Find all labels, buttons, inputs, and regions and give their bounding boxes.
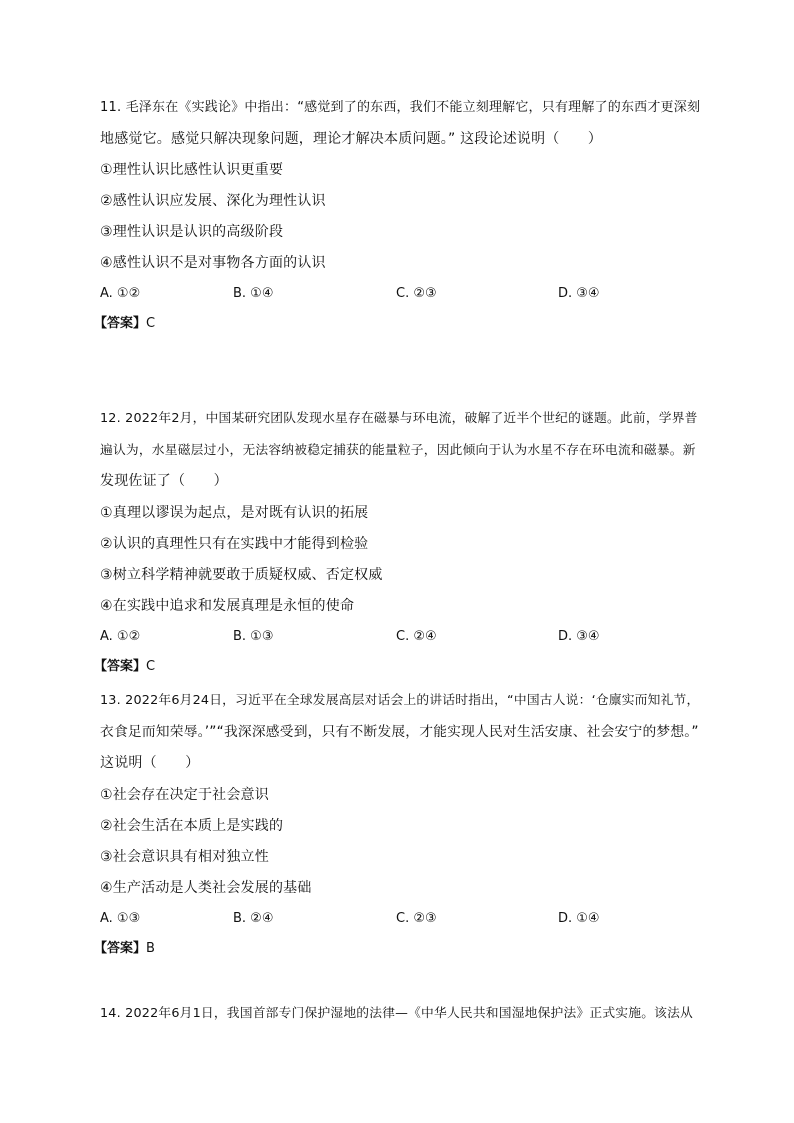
choice-d: D. ①④ bbox=[558, 910, 600, 926]
option-4: ④感性认识不是对事物各方面的认识 bbox=[100, 255, 326, 271]
answer-label: 【答案】 bbox=[94, 658, 147, 674]
option-2: ②社会生活在本质上是实践的 bbox=[100, 817, 284, 834]
question-stem bbox=[100, 403, 700, 498]
option-3: ③社会意识具有相对独立性 bbox=[100, 848, 269, 865]
option-4: ④在实践中追求和发展真理是永恒的使命 bbox=[100, 597, 355, 614]
question-stem bbox=[100, 92, 700, 155]
stem-line: 这说明（ ） bbox=[100, 755, 200, 771]
choice-d: D. ③④ bbox=[558, 286, 600, 301]
answer-value: C bbox=[146, 316, 156, 331]
stem-line: 发现佐证了（ ） bbox=[100, 473, 228, 489]
choice-a: A. ①② bbox=[100, 286, 141, 301]
stem-line: 13. 2022年6月24日，习近平在全球发展高层对话会上的讲话时指出，“中国古人说：‘仓廪实而知礼节， bbox=[100, 693, 700, 708]
choice-c: C. ②③ bbox=[396, 286, 437, 301]
option-1: ①社会存在决定于社会意识 bbox=[100, 786, 269, 803]
answer-line bbox=[94, 309, 700, 339]
question-13 bbox=[94, 685, 700, 964]
option-3: ③树立科学精神就要敢于质疑权威、否定权威 bbox=[100, 566, 383, 583]
answer-label: 【答案】 bbox=[94, 940, 147, 956]
option-4: ④生产活动是人类社会发展的基础 bbox=[100, 879, 312, 896]
option-3: ③理性认识是认识的高级阶段 bbox=[100, 224, 284, 240]
choice-c: C. ②④ bbox=[396, 628, 437, 644]
choice-c: C. ②③ bbox=[396, 910, 437, 926]
option-1: ①真理以谬误为起点，是对既有认识的拓展 bbox=[100, 504, 369, 521]
option-1: ①理性认识比感性认识更重要 bbox=[100, 162, 284, 178]
choice-row bbox=[100, 622, 700, 652]
choice-a: A. ①② bbox=[100, 628, 141, 644]
option-2: ②认识的真理性只有在实践中才能得到检验 bbox=[100, 535, 369, 552]
choice-b: B. ②④ bbox=[233, 910, 274, 926]
question-stem bbox=[100, 998, 700, 1030]
choice-row bbox=[100, 904, 700, 934]
question-11 bbox=[94, 92, 701, 339]
answer-value: C bbox=[146, 658, 156, 674]
question-14 bbox=[100, 998, 700, 1030]
choice-b: B. ①④ bbox=[233, 286, 274, 301]
answer-label: 【答案】 bbox=[94, 316, 147, 331]
answer-line bbox=[94, 934, 700, 964]
stem-line: 12. 2022年2月，中国某研究团队发现水星存在磁暴与环电流，破解了近半个世纪的谜题。此前，学界普 bbox=[100, 411, 698, 426]
stem-line: 地感觉它。感觉只解决现象问题，理论才解决本质问题。” 这段论述说明（ ） bbox=[100, 130, 603, 147]
answer-value: B bbox=[146, 940, 155, 956]
question-12 bbox=[94, 403, 700, 682]
answer-line bbox=[94, 652, 700, 682]
stem-line: 衣食足而知荣辱。’”“我深深感受到，只有不断发展，才能实现人民对生活安康、社会安宁的梦想。” bbox=[100, 723, 699, 740]
option-2: ②感性认识应发展、深化为理性认识 bbox=[100, 193, 326, 209]
choice-row bbox=[100, 279, 700, 309]
question-stem bbox=[100, 685, 700, 780]
choice-a: A. ①③ bbox=[100, 910, 141, 926]
choice-d: D. ③④ bbox=[558, 628, 600, 644]
stem-line: 14. 2022年6月1日，我国首部专门保护湿地的法律—《中华人民共和国湿地保护法》正式实施。该法从 bbox=[100, 1006, 693, 1021]
stem-line: 11. 毛泽东在《实践论》中指出：“感觉到了的东西，我们不能立刻理解它，只有理解了的东西才更深刻 bbox=[100, 100, 701, 115]
stem-line: 遍认为，水星磁层过小，无法容纳被稳定捕获的能量粒子，因此倾向于认为水星不存在环电流和磁暴。新 bbox=[100, 442, 696, 458]
choice-b: B. ①③ bbox=[233, 628, 274, 644]
